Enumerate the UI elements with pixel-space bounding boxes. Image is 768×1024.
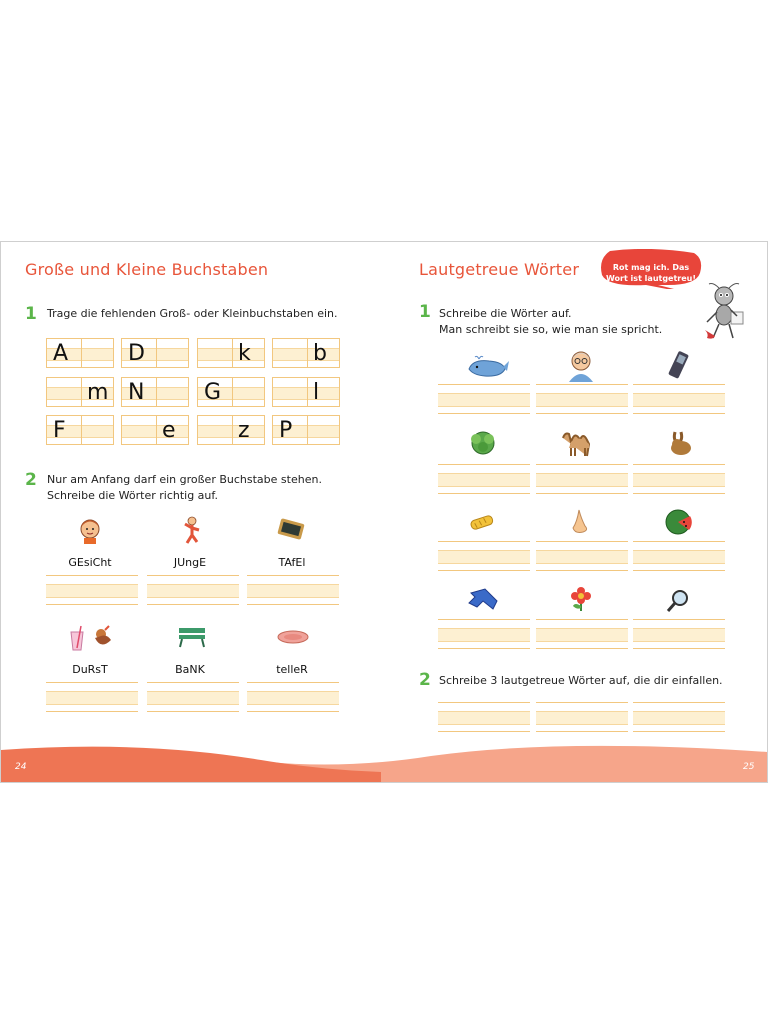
task-number: 2 (419, 670, 431, 690)
rabbit-icon (665, 428, 693, 456)
letter-cell[interactable] (46, 377, 114, 407)
whale-icon (465, 355, 509, 379)
face-icon (77, 516, 103, 544)
word-label: DuRsT (72, 663, 108, 676)
salad-icon (465, 428, 501, 456)
chalkboard-icon (277, 518, 305, 540)
letter-cell[interactable] (272, 415, 340, 445)
writing-line[interactable] (438, 541, 530, 571)
letter-right: m (87, 380, 109, 405)
writing-line[interactable] (247, 682, 339, 712)
letter-cell[interactable] (121, 377, 189, 407)
writing-line[interactable] (633, 619, 725, 649)
task-instruction: Schreibe 3 lautgetreue Wörter auf, die dir einfallen. (439, 674, 723, 687)
writing-line[interactable] (438, 464, 530, 494)
writing-line[interactable] (536, 464, 628, 494)
letter-cell[interactable] (197, 338, 265, 368)
flower-icon (569, 586, 593, 612)
phone-icon (667, 350, 691, 380)
letter-cell[interactable] (121, 338, 189, 368)
left-page-title: Große und Kleine Buchstaben (25, 260, 269, 279)
writing-line[interactable] (247, 575, 339, 605)
drink-icon (67, 624, 117, 652)
writing-line[interactable] (536, 541, 628, 571)
letter-right: l (313, 380, 320, 405)
letter-cell[interactable] (121, 415, 189, 445)
grandma-icon (567, 350, 595, 382)
word-label: telleR (276, 663, 308, 676)
ant-mascot-icon (701, 282, 749, 348)
instruction-line: Man schreibt sie so, wie man sie spricht. (439, 323, 663, 336)
book-spread (0, 241, 768, 783)
letter-cell[interactable] (197, 377, 265, 407)
instruction-line: Schreibe die Wörter auf. (439, 307, 572, 320)
letter-right: e (162, 418, 176, 443)
task-instruction (439, 306, 662, 338)
writing-line[interactable] (633, 464, 725, 494)
letter-left: F (53, 418, 66, 443)
letter-cell[interactable] (46, 415, 114, 445)
bench-icon (177, 626, 207, 648)
word-label: TAfEl (278, 556, 306, 569)
bubble-line: Wort ist lautgetreu! (605, 274, 697, 283)
writing-line[interactable] (438, 384, 530, 414)
nose-icon (569, 508, 591, 536)
writing-line[interactable] (438, 702, 530, 732)
word-label: BaNK (175, 663, 205, 676)
writing-line[interactable] (46, 682, 138, 712)
page-number-right: 25 (743, 762, 755, 772)
magnifier-icon (665, 588, 691, 614)
bubble-line: Rot mag ich. Das (612, 263, 690, 272)
speech-bubble-text (605, 262, 697, 284)
writing-line[interactable] (46, 575, 138, 605)
letter-cell[interactable] (46, 338, 114, 368)
letter-cell[interactable] (272, 377, 340, 407)
writing-line[interactable] (438, 619, 530, 649)
writing-line[interactable] (147, 682, 239, 712)
right-page-title: Lautgetreue Wörter (419, 260, 580, 279)
letter-left: G (204, 380, 222, 405)
trousers-icon (467, 587, 501, 611)
page-number-left: 24 (15, 762, 27, 772)
letter-cell[interactable] (272, 338, 340, 368)
task-instruction (47, 472, 322, 504)
letter-right: z (238, 418, 250, 443)
letter-right: k (238, 341, 251, 366)
word-label: GEsiCht (68, 556, 112, 569)
writing-line[interactable] (536, 702, 628, 732)
letter-left: P (279, 418, 293, 443)
noodle-icon (467, 512, 497, 534)
writing-line[interactable] (633, 702, 725, 732)
task-number: 2 (25, 470, 37, 490)
letter-right: b (313, 341, 327, 366)
task-instruction: Trage die fehlenden Groß- oder Kleinbuchstaben ein. (47, 307, 338, 320)
writing-line[interactable] (147, 575, 239, 605)
writing-line[interactable] (536, 384, 628, 414)
boy-icon (181, 515, 203, 545)
bottom-wave (1, 742, 767, 782)
melon-icon (663, 508, 693, 536)
letter-left: N (128, 380, 145, 405)
instruction-line: Nur am Anfang darf ein großer Buchstabe stehen. (47, 473, 322, 486)
instruction-line: Schreibe die Wörter richtig auf. (47, 489, 218, 502)
letter-left: D (128, 341, 145, 366)
letter-cell[interactable] (197, 415, 265, 445)
writing-line[interactable] (536, 619, 628, 649)
camel-icon (559, 424, 595, 458)
letter-left: A (53, 341, 69, 366)
writing-line[interactable] (633, 384, 725, 414)
task-number: 1 (25, 304, 37, 324)
task-number: 1 (419, 302, 431, 322)
writing-line[interactable] (633, 541, 725, 571)
word-label: JUngE (173, 556, 207, 569)
plate-icon (277, 630, 309, 644)
